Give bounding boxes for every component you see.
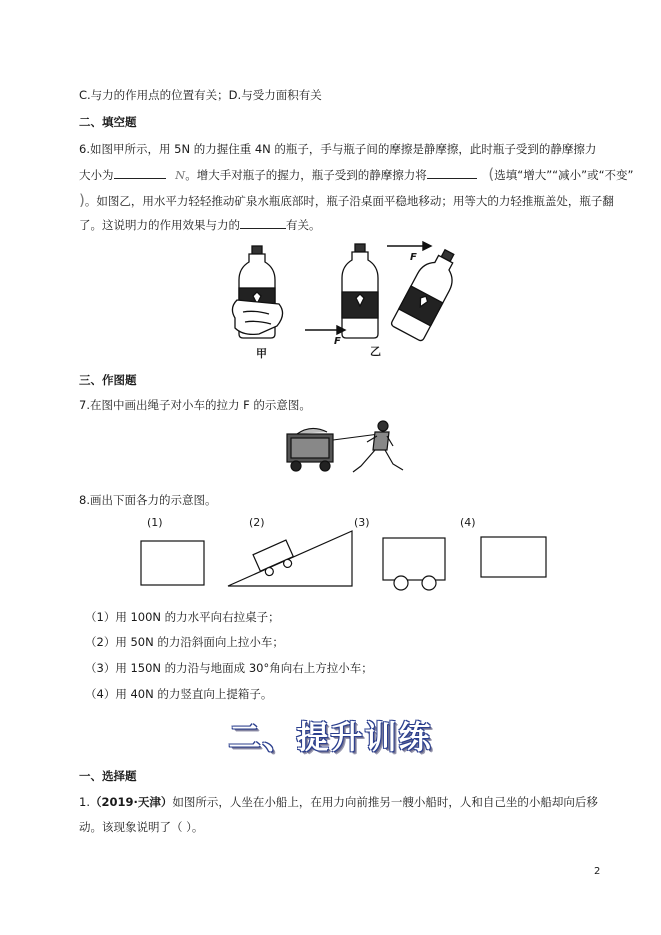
q1-source: （2019·天津） xyxy=(89,795,173,809)
q8-item-1: （1）用 100N 的力水平向右拉桌子； xyxy=(85,610,280,624)
q6-unit: N xyxy=(175,168,186,182)
q6-blank-2[interactable] xyxy=(427,168,477,179)
q8-item-3: （3）用 150N 的力沿与地面成 30°角向右上方拉小车； xyxy=(85,661,373,675)
q8-fig2-incline xyxy=(228,531,352,586)
q1-line2: 动。该现象说明了（ ）。 xyxy=(79,820,204,834)
q8-fig1-table xyxy=(141,541,204,585)
q1-line1-text: 如图所示，人坐在小船上，在用力向前推另一艘小船时，人和自己坐的小船却向后移 xyxy=(172,795,598,809)
q8-figures xyxy=(130,520,560,600)
q6-line1: 6.如图甲所示，用 5N 的力握住重 4N 的瓶子，手与瓶子间的摩擦是静摩擦，此时瓶子受到的静摩擦力 xyxy=(79,142,597,156)
q8-item-4: （4）用 40N 的力竖直向上提箱子。 xyxy=(85,687,273,701)
q8-fig4-box xyxy=(481,537,546,577)
q1-number: 1. xyxy=(79,795,90,809)
q8-item-2: （2）用 50N 的力沿斜面向上拉小车； xyxy=(85,635,284,649)
q8-fig3-cart xyxy=(383,538,445,590)
fig-label-f-bottom: F xyxy=(334,336,341,347)
q6-choice-hint: 选填“增大”“减小”或“不变” xyxy=(494,168,634,182)
q8-label-1: (1) xyxy=(147,516,163,529)
q8-label-3: (3) xyxy=(354,516,370,529)
q1-line1 xyxy=(79,794,598,810)
q8-label-4: (4) xyxy=(460,516,476,529)
page-number: 2 xyxy=(594,866,601,877)
q6-line4-suffix: 有关。 xyxy=(286,218,321,232)
force-arrow-bottom xyxy=(305,326,345,334)
fig-label-jia: 甲 xyxy=(256,347,267,360)
q6-line3 xyxy=(79,191,614,209)
fig-label-f-top: F xyxy=(410,252,417,263)
bottle-yi-upright xyxy=(342,244,378,338)
q6-line4 xyxy=(79,217,321,233)
section-choice: 一、选择题 xyxy=(79,769,137,783)
q6-line2-prefix: 大小为 xyxy=(79,168,114,182)
q8-label-2: (2) xyxy=(249,516,265,529)
cart-figure xyxy=(283,420,408,480)
section-title-advanced: 二、提升训练 xyxy=(228,718,433,756)
q6-blank-3[interactable] xyxy=(240,218,286,229)
q6-close-paren: ) xyxy=(79,191,85,209)
section-fill-in: 二、填空题 xyxy=(79,115,137,129)
bottle-yi-tipping xyxy=(390,244,465,342)
q6-line3-text: 。如图乙，用水平力轻轻推动矿泉水瓶底部时，瓶子沿桌面平稳地移动；用等大的力轻推瓶盖处，瓶子翻 xyxy=(84,194,614,208)
boy xyxy=(353,421,403,472)
fig-label-yi: 乙 xyxy=(370,345,381,358)
option-c-d-line: C.与力的作用点的位置有关；D.与受力面积有关 xyxy=(79,88,322,102)
section-drawing: 三、作图题 xyxy=(79,373,137,387)
q6-line2-mid: 。增大手对瓶子的握力，瓶子受到的静摩擦力将 xyxy=(185,168,427,182)
force-arrow-top xyxy=(387,242,431,250)
cart xyxy=(287,428,333,471)
bottle-jia xyxy=(232,246,282,338)
q6-open-paren: ( xyxy=(488,165,495,183)
q6-blank-1[interactable] xyxy=(114,168,166,179)
q8-title: 8.画出下面各力的示意图。 xyxy=(79,493,217,507)
q6-line2 xyxy=(79,165,633,183)
q6-line4-prefix: 了。这说明力的作用效果与力的 xyxy=(79,218,240,232)
q7-text: 7.在图中画出绳子对小车的拉力 F 的示意图。 xyxy=(79,398,311,412)
